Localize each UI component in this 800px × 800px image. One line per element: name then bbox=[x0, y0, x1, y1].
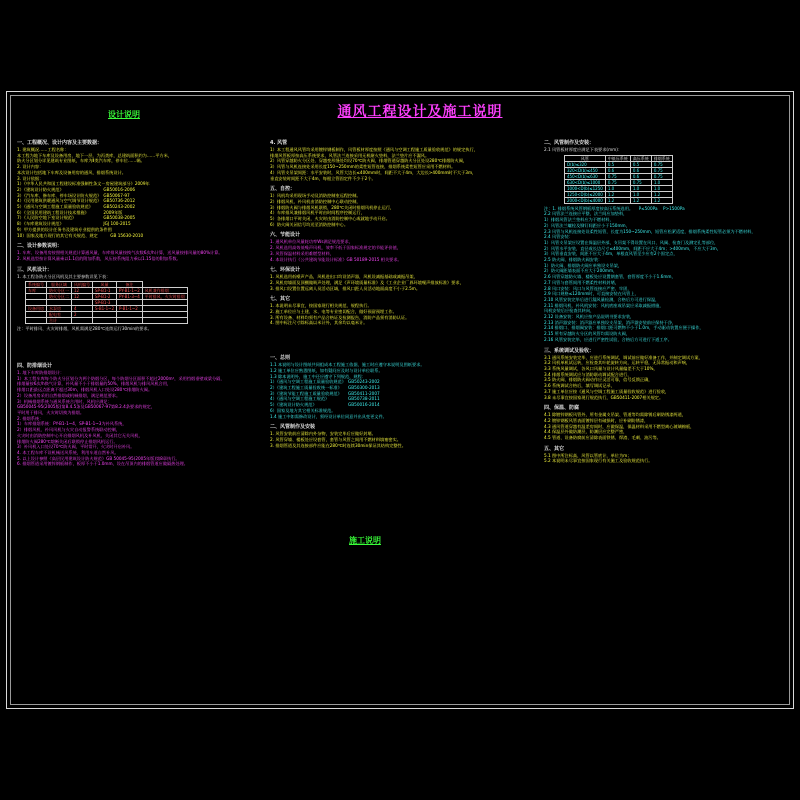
table-cell: S-B1-1~2 bbox=[93, 306, 117, 312]
text-line: 4. 本工程车库不设机械送风系统，利用车道自然补风。 bbox=[17, 449, 119, 455]
text-line: 1.1 本说明与设计图纸共同组成本工程施工依据，施工时应遵守本说明及图纸要求。 bbox=[270, 362, 425, 368]
table-cell: 1250<D(b)≤2000 bbox=[565, 191, 606, 197]
text-line: 3. 排风口设置位置远离人员活动区域，排风口距人员活动地面高度不小于2.5m。 bbox=[270, 285, 421, 291]
text-line: 1. 风管安装前应清除内外杂物，安装完毕后应做好封堵。 bbox=[270, 431, 376, 437]
text-line: 2.14 排烟口、排烟阀安装：排烟口距可燃物不小于1.0m，手动驱动装置应便于操作， bbox=[544, 325, 704, 331]
text-line: 3. 风管保温材料采用难燃型材料， bbox=[270, 250, 334, 256]
section-heading: 一、工程概况、设计内容及主要数据： bbox=[17, 140, 103, 146]
section-heading: 五、自控： bbox=[270, 186, 296, 193]
table-cell: 2000<D(b)≤4000 bbox=[565, 197, 606, 203]
text-line: 5.1 图中所注标高，风管以管底计，单位为m； bbox=[544, 452, 632, 458]
text-line: 3）机械排烟系统与通风系统合用时，风机应满足： bbox=[17, 398, 112, 404]
text-line: 3.8 未尽事宜按国家现行规范执行，GB50411-2007相关规定。 bbox=[544, 394, 664, 400]
text-line: 2.16 风管安装完毕，应进行严密性试验，合格后方可进行下道工序。 bbox=[544, 336, 672, 342]
table-note: 注：平时排风、火灾时排烟，风机需满足280℃连续运行30min的要求。 bbox=[17, 326, 152, 332]
table-header-cell: 备注 bbox=[117, 282, 143, 288]
table-cell: 2 bbox=[72, 312, 93, 318]
section-heading: 二、风管制作及安装 bbox=[270, 424, 316, 431]
table-cell: 0.6 bbox=[605, 167, 630, 173]
table-cell: 平时排风，火灾时排烟 bbox=[142, 294, 187, 300]
text-line: 5）《建筑设计防火规范》 GB50016-2014 bbox=[270, 402, 380, 408]
section-heading: 一、总则 bbox=[270, 355, 291, 362]
table-cell: PY-B1-1~2 bbox=[117, 288, 143, 294]
table-cell: 450<D(b)≤630 bbox=[565, 173, 606, 179]
duct-thickness-table bbox=[564, 155, 673, 204]
text-line: 4）《通风与空调工程施工规范》 GB50738-2011 bbox=[270, 396, 380, 402]
text-line: 防火分区划分详见建筑专业图纸，车库为Ⅱ类汽车库，停车位……辆。 bbox=[17, 158, 145, 164]
table-cell: 1.0 bbox=[605, 185, 630, 191]
section-heading: 三、系统调试及验收： bbox=[544, 347, 595, 354]
text-line: 2.9 风口规格≤120mm时，可直接安装在风管上， bbox=[544, 291, 639, 297]
text-line: 2. 风机选型按计算风量乘以1.1倍的附加系数，风压按系统阻力乘以1.15倍的附加系数。 bbox=[17, 255, 181, 261]
text-line: 3）《建筑节能工程施工质量验收规范》 GB50411-2007 bbox=[270, 390, 380, 396]
table-cell: SP-B1-3 bbox=[93, 300, 117, 306]
table-caption: 2.1 风管板材厚度应满足下表要求(mm)： bbox=[544, 147, 623, 152]
table-cell: 630<D(b)≤1000 bbox=[565, 179, 606, 185]
table-cell: 合计 bbox=[47, 318, 72, 324]
section-heading: 六、节能设计 bbox=[270, 232, 301, 239]
table-cell: D(b)≤320 bbox=[565, 161, 606, 167]
text-line: 1. 车库、设备用房按照相关规范计算通风量，车库排风量按换气次数6次/h计算，送风量按排风量的80%计算。 bbox=[17, 250, 223, 256]
section-heading: 二、风管制作及安装： bbox=[544, 140, 595, 146]
middle-column bbox=[270, 137, 530, 448]
table-cell bbox=[72, 318, 93, 324]
text-line: 1）风管支吊架应设置在保温层外部，支吊架不得设置在风口、风阀、检查门及测定孔等部位， bbox=[544, 239, 719, 245]
text-line: 4）《民用建筑供暖通风与空气调节设计规范》 GB50736-2012 bbox=[17, 198, 136, 204]
text-line: 9）甲方提供的设计任务书及建筑专业提供的条件图 bbox=[17, 226, 112, 232]
text-line: 风机安装后应检查其转向， bbox=[544, 308, 595, 314]
table-cell: 1.0 bbox=[630, 191, 651, 197]
right-column bbox=[544, 137, 784, 464]
text-line: 7）《人民防空地下室设计规范》 GB50038-2005 bbox=[17, 215, 136, 221]
text-line: 2.8 风口安装：风口与风管连接应严密、牢固， bbox=[544, 285, 632, 291]
text-line: 4.5 管道、设备防腐前应清除表面铁锈、焊渣、毛刺、油污等。 bbox=[544, 435, 661, 441]
table-cell: 0.5 bbox=[605, 161, 630, 167]
section-heading: 4. 风管 bbox=[270, 140, 288, 146]
section-heading: 七、环保设计 bbox=[270, 267, 301, 274]
text-line: 8）《车库建筑设计规范》 JGJ 100-2015 bbox=[17, 221, 131, 227]
text-line: 2）排烟风机、补风机由消防控制中心联动控制， bbox=[270, 198, 361, 204]
table-cell: 配电室 bbox=[47, 312, 72, 318]
text-line: 1.2 施工单位应熟悉图纸，如有疑问应及时与设计单位联系。 bbox=[270, 367, 383, 373]
table-cell: 1.2 bbox=[630, 197, 651, 203]
text-line: 1）本工程车库每个防火分区划分为两个防烟分区，每个防烟分区面积不超过2000m²，采用挡烟垂壁或梁分隔， bbox=[17, 375, 225, 381]
table-cell: 0.6 bbox=[630, 167, 651, 173]
text-line: 3. 设计依据： bbox=[17, 175, 44, 181]
text-line: 2.4 风管安装： bbox=[544, 234, 573, 240]
text-line: 3.5 防火阀、排烟防火阀动作应灵活可靠，信号反馈正确， bbox=[544, 377, 653, 383]
text-line: 2.5 防火阀、排烟防火阀安装： bbox=[544, 257, 603, 263]
table-row bbox=[26, 318, 188, 324]
table-cell bbox=[93, 318, 117, 324]
text-line: 2）《建筑工程施工质量验收统一标准》 GB50300-2013 bbox=[270, 384, 380, 390]
section-heading: 三、风机设计： bbox=[17, 266, 53, 273]
text-line: 3）风管与风机连接处采用长度150~250mm的柔性短管连接，排烟系统柔性短管应采用不燃材料。 bbox=[270, 164, 456, 170]
table-cell: 0.75 bbox=[630, 179, 651, 185]
text-line: 1）防火阀、排烟防火阀应单独设支吊架， bbox=[544, 262, 623, 268]
text-line: 排烟防火阀280℃熔断关闭后联锁停止排烟风机运行。 bbox=[17, 438, 118, 444]
text-line: 1）《中华人民共和国工程建设标准强制性条文－房屋建筑部分》2009年 bbox=[17, 181, 150, 187]
text-line: 排烟风管板厚按高压系统要求，风管法兰连接采用无机耐火垫料，法兰垫片应不漏风。 bbox=[270, 152, 430, 158]
text-line: 1）《通风与空调工程施工质量验收规范》 GB50243-2002 bbox=[270, 379, 380, 385]
table-header-cell: 服务区域 bbox=[47, 282, 72, 288]
table-cell: 风机兼作排烟 bbox=[142, 288, 187, 294]
text-line: 排烟量按6次/h换气计算，补风量不小于排烟量的50%，排烟风机与排风风机合用， bbox=[17, 381, 172, 387]
text-line: 2.2 风管法兰连接应平整，法兰间应加垫料， bbox=[544, 211, 628, 217]
table-cell: 1.0 bbox=[630, 185, 651, 191]
text-line: 2）风管法兰螺栓及铆钉间距应小于150mm， bbox=[544, 222, 630, 228]
text-line: 2.15 所有穿越防火分区的风管均需设防火阀， bbox=[544, 331, 631, 337]
text-line: 垂直安装时间距不大于4m，每根立管固定件不少于2个。 bbox=[270, 175, 376, 181]
text-line: 1.4 施工中如需修改设计，须经设计单位同意并出具变更文件。 bbox=[270, 413, 387, 419]
table-cell: 1.2 bbox=[651, 197, 672, 203]
table-cell bbox=[26, 318, 47, 324]
text-line: 2）风管水平安装，直径或长边尺寸≤400mm，间距不应大于4m；>400mm，不应大于3m， bbox=[544, 245, 721, 251]
text-line: 2. 风机房墙面及顶棚做吸声处理，满足《声环境质量标准》及《工业企业厂界环境噪声排放标准》要求， bbox=[270, 279, 464, 285]
table-cell: 12 bbox=[72, 288, 93, 294]
text-line: 本工程为地下车库及设备用房，地下一层，为丙类库，总建筑面积约为……平方米， bbox=[17, 152, 172, 158]
text-line: 1. 地下车库防排烟设计： bbox=[17, 370, 65, 376]
construction-notes-subtitle: 施工说明 bbox=[349, 536, 381, 545]
text-line: 4.2 镀锌钢板风管表面镀锌层有破损时，应补刷防锈漆， bbox=[544, 417, 649, 423]
table-cell bbox=[142, 318, 187, 324]
table-row bbox=[565, 197, 673, 203]
table-cell: SP-B1-1 bbox=[93, 288, 117, 294]
table-cell: 0.6 bbox=[630, 173, 651, 179]
text-line: 2.13 消声器安装：消声器应单独设支吊架，消声器安装前应保持干净， bbox=[544, 319, 677, 325]
table-row bbox=[26, 288, 188, 294]
text-line: 3.6 系统调试合格后，填写调试记录， bbox=[544, 383, 615, 389]
text-line: 5.2 本说明未尽事宜按国家现行有关施工及验收规范执行。 bbox=[544, 458, 653, 464]
text-line: 3.1 通风系统安装完毕，应进行系统调试，调试前应做好准备工作，并制定调试方案， bbox=[544, 354, 703, 360]
text-line: 4.1 除镀锌钢板风管外，所有金属支吊架、管道等均需除锈后刷防锈漆两道， bbox=[544, 412, 686, 418]
text-line: 1）排烟风管法兰垫料应为不燃材料， bbox=[544, 217, 614, 223]
table-caption: 1. 本工程各防火分区风机及其主要参数详见下表： bbox=[17, 273, 111, 279]
table-header-cell: 高压系统 bbox=[630, 155, 651, 161]
text-line: 2.3 风管与风机连接处设柔性短管，长度为150~250mm，短管应松紧适度，排烟系统柔性短管必须为不燃材料， bbox=[544, 228, 756, 234]
text-line: 4. 本设计执行《公共建筑节能设计标准》GB 50189-2015 相关要求。 bbox=[270, 256, 402, 262]
table-cell: 1000<D(b)≤1250 bbox=[565, 185, 606, 191]
section-heading: 七、其它 bbox=[270, 296, 291, 303]
text-line: 3）《汽车库、修车库、停车场设计防火规范》 GB50067-97 bbox=[17, 192, 130, 198]
table-cell: 0.75 bbox=[605, 179, 630, 185]
table-cell: 0.5 bbox=[630, 161, 651, 167]
text-line: 6）《全国民用建筑工程设计技术措施》 2009年版 bbox=[17, 209, 123, 215]
table-cell: 0.75 bbox=[651, 173, 672, 179]
text-line: 2.6 风管穿越防火墙、楼板处应设置钢套管，套管厚度不小于1.6mm， bbox=[544, 274, 676, 280]
text-line: 3）风管垂直安装，间距不应大于4m，单根直风管至少应有2个固定点， bbox=[544, 251, 678, 257]
text-line: 2. 排烟系统： bbox=[17, 415, 44, 421]
text-line: 1）风机均采用现场手动及消防控制室远程控制。 bbox=[270, 193, 361, 199]
text-line: 1. 建筑概况……工程名称： bbox=[17, 147, 69, 152]
text-line: 平时用于排风，火灾时切换为排烟。 bbox=[17, 409, 85, 415]
table-cell: 0.75 bbox=[651, 161, 672, 167]
table-cell: 4 bbox=[72, 306, 93, 312]
text-line: 2.7 风管与套管间用不燃柔性材料封堵， bbox=[544, 279, 619, 285]
table-header-cell: 风管 bbox=[565, 155, 606, 161]
text-line: 3.4 排烟系统调试应与消防联动调试配合进行， bbox=[544, 371, 632, 377]
text-line: 6. 排烟管道采用镀锌钢板制作，板厚不小于1.0mm，设在吊顶内的排烟管道应做隔热处理。 bbox=[17, 461, 188, 467]
text-line: 1.3 除本说明外，施工中还应遵守下列规范、规程： bbox=[270, 373, 366, 379]
table-cell: 水泵房 bbox=[47, 306, 72, 312]
text-line: 2）设备用房采用自然排烟或机械排烟，满足规范要求。 bbox=[17, 392, 121, 398]
text-line: 3.2 风机单机试运转，应检查其叶轮旋转方向，运转平稳，无异常振动和声响， bbox=[544, 360, 691, 366]
text-line: 3）排烟防火阀与排烟风机联锁，280℃关闭时排烟风机停止运行， bbox=[270, 204, 395, 210]
table-header-cell: 中低压系统 bbox=[605, 155, 630, 161]
text-line: 2.10 风管安装完毕后进行漏风量检测，合格后方可进行保温， bbox=[544, 296, 660, 302]
table-header-cell: 系统编号 bbox=[26, 282, 47, 288]
text-line: 2）风管穿越防火分区处、穿越变形缝处均设70℃防火阀，排烟管道穿越防火分区处设280℃排烟防火阀， bbox=[270, 158, 468, 164]
table-cell: 1.0 bbox=[651, 179, 672, 185]
left-column bbox=[17, 137, 257, 467]
table-cell: 车库 bbox=[26, 288, 47, 294]
table-cell: 1.2 bbox=[605, 191, 630, 197]
text-line: 3. 排烟管道及其连接部件应能在280℃时连续30min保证其结构完整性。 bbox=[270, 442, 406, 448]
text-line: 2. 风机选用高效低噪声风机，效率不低于国家标准规定的节能评价值， bbox=[270, 245, 401, 251]
text-line: GB50045-95(2005版)第8.4.5条及GB50067-97第8.2.4条要求的规定， bbox=[17, 404, 156, 410]
text-line: 3.3 系统风量调试，各风口风量与设计风量偏差不大于10%， bbox=[544, 365, 658, 371]
table-cell: SP-B1-2 bbox=[93, 294, 117, 300]
table-cell: 1.0 bbox=[651, 185, 672, 191]
text-line: 1. 风机选用低噪声产品，风机进出口均设消声器，风机设减振基础或减振吊架， bbox=[270, 274, 418, 280]
text-line: 6）防火阀关闭信号均送至消防控制中心。 bbox=[270, 221, 349, 227]
section-heading: 四、防排烟设计 bbox=[17, 363, 53, 370]
table-cell: 设备用房 bbox=[26, 306, 47, 312]
text-line: 2. 施工单位应与土建、水、电等专业密切配合，做好预留预埋工作。 bbox=[270, 309, 397, 315]
table-header-cell: 风量 bbox=[93, 282, 117, 288]
table-cell bbox=[117, 318, 143, 324]
fan-schedule-table bbox=[25, 281, 188, 324]
text-line: 2）《建筑设计防火规范》 GB50016-2006 bbox=[17, 186, 136, 192]
table-header-cell: 风机编号 bbox=[72, 282, 93, 288]
table-row bbox=[26, 294, 188, 300]
text-line: 5）各排烟口平时关闭，火灾时由消防控制中心或就地手动开启。 bbox=[270, 216, 390, 222]
text-line: 3. 所有设备、材料均须有产品合格证及检测报告，消防产品须有消防认证。 bbox=[270, 314, 410, 320]
text-line: 排烟口距最远点距离不超过30m，排烟风机入口处设280℃排烟防火阀。 bbox=[17, 387, 153, 393]
text-line: 4. 图中标注尺寸除标高以米计外，其余均以毫米计。 bbox=[270, 320, 368, 326]
text-line: 1）车库排烟系统：PY-B1-1~4，SP-B1-1~3为补风系统， bbox=[17, 421, 127, 427]
text-line: 5）《通风与空调工程施工质量验收规范》 GB50243-2002 bbox=[17, 204, 136, 210]
text-line: 3）补风机入口处设70℃防火阀，平时常开，火灾时开启补风。 bbox=[17, 444, 135, 450]
text-line: 6）国家及地方其它相关标准规范。 bbox=[270, 407, 336, 413]
text-line: 2.12 设备安装：风机应按产品说明书要求安装， bbox=[544, 314, 635, 320]
text-line: 2. 风管穿墙、楼板处应设套管，套管与风管之间用不燃材料填塞密实。 bbox=[270, 436, 401, 442]
text-line: 4）风管支吊架间距：水平安装时，风管大边长≤400mm时，间距不大于4m，大边长>400mm时不大于3m， bbox=[270, 169, 477, 175]
section-heading: 五、其它 bbox=[544, 445, 565, 452]
text-line: 1. 通风机单位风量耗功率Ws满足规范要求， bbox=[270, 239, 353, 245]
text-line: 本次设计包括地下车库及设备用房的通风、排烟系统设计。 bbox=[17, 169, 126, 175]
section-heading: 二、设计参数说明： bbox=[17, 243, 63, 250]
table-cell: PY-B1-3~4 bbox=[117, 294, 143, 300]
table-header-cell: 排烟系统 bbox=[651, 155, 672, 161]
table-cell: 0.75 bbox=[605, 173, 630, 179]
page-title: 通风工程设计及施工说明 bbox=[337, 104, 503, 120]
design-notes-subtitle: 设计说明 bbox=[108, 110, 140, 119]
table-note: 注：1. 排烟系统风管钢板厚度按高压系统选用。 P≤500Pa P>1500Pa bbox=[544, 205, 685, 211]
text-line: 1）本工程通风风管均采用镀锌钢板制作，风管板材厚度按照《通风与空调工程施工质量验收规范》的规定执行， bbox=[270, 147, 478, 152]
text-line: 2）防火阀距墙表面不应大于200mm， bbox=[544, 268, 618, 274]
text-line: 2. 设计内容： bbox=[17, 164, 44, 170]
table-cell: 12 bbox=[72, 294, 93, 300]
text-line: 10）国家及地方现行的其它有关规范、规定 GB 15630-2010 bbox=[17, 232, 144, 238]
text-line: 3.7 施工单位应按《通风与空调工程施工质量验收规范》进行验收， bbox=[544, 388, 670, 394]
text-line: 火灾时由消防控制中心开启排烟风机及补风机，关闭其它无关风机， bbox=[17, 432, 143, 438]
text-line: 4.3 通风管道穿越有温差房间时，应做保温，保温材料采用不燃型离心玻璃棉板， bbox=[544, 423, 695, 429]
text-line: 4）车库排风兼排烟风机平时由时间程序控制运行， bbox=[270, 210, 365, 216]
table-cell: 1.2 bbox=[605, 197, 630, 203]
text-line: 5. 以上设计参照《高层民用建筑设计防火规范》GB 50045-95(2005年版)第8章执行。 bbox=[17, 455, 180, 461]
table-cell: 防火分区一 bbox=[47, 288, 72, 294]
text-line: 4.4 保温层外做防潮层，防潮层应完整严密， bbox=[544, 429, 628, 435]
table-cell: 320<D(b)≤450 bbox=[565, 167, 606, 173]
section-heading: 四、保温、防腐 bbox=[544, 405, 580, 412]
text-line: 2.11 排烟风机、补风机安装：风机底座或吊架应采取减振措施， bbox=[544, 302, 664, 308]
text-line: 1. 本说明未尽事宜，按国家现行相关规范、规程执行。 bbox=[270, 303, 372, 309]
table-cell: 1.2 bbox=[651, 191, 672, 197]
text-line: 2）排烟风机、补风风机与火灾自动报警系统联动控制， bbox=[17, 427, 121, 433]
table-cell: P-B1-1~2 bbox=[117, 306, 143, 312]
table-cell: 0.75 bbox=[651, 167, 672, 173]
table-cell: 防火分区二 bbox=[47, 294, 72, 300]
